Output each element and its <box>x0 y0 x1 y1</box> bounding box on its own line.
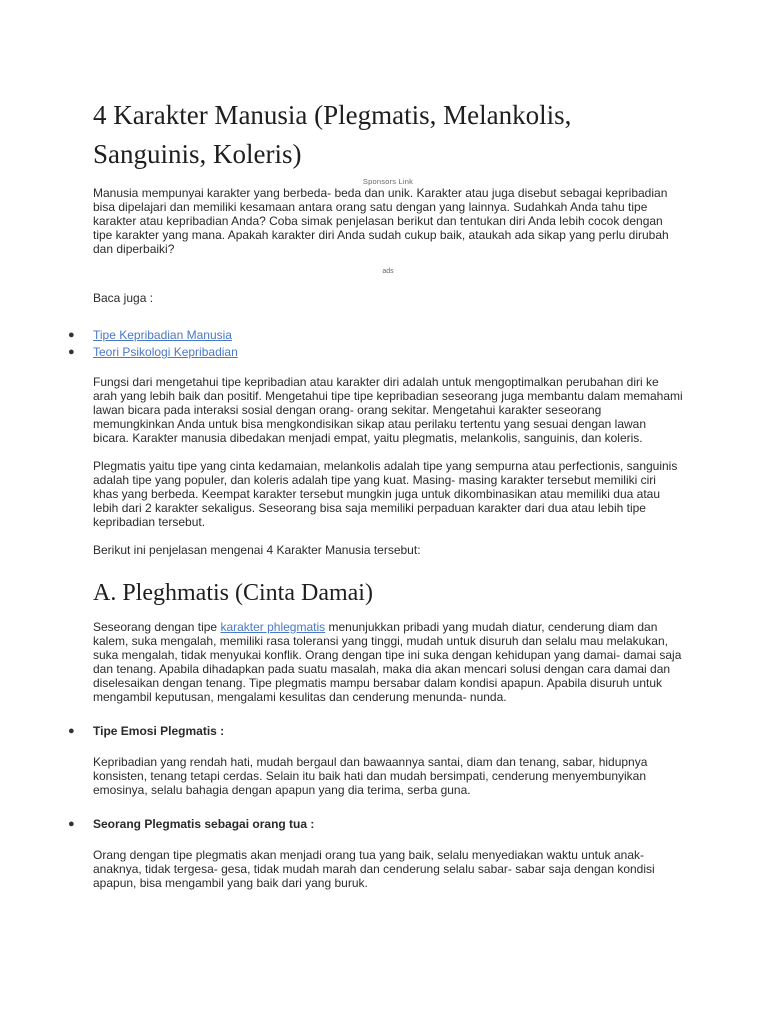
baca-juga-label: Baca juga : <box>93 291 154 305</box>
section-heading-pleghmatis: A. Pleghmatis (Cinta Damai) <box>93 580 373 606</box>
paragraph-text-before-link: Seseorang dengan tipe <box>93 620 221 634</box>
bullet-icon: ● <box>68 818 75 830</box>
bullet-icon: ● <box>68 346 75 358</box>
ads-label: ads <box>382 268 394 275</box>
bullet-icon: ● <box>68 725 75 737</box>
subheading-orang-tua <box>68 817 683 831</box>
article-title: 4 Karakter Manusia (Plegmatis, Melankolis, Sanguinis, Koleris) <box>93 100 572 169</box>
paragraph-orang-tua: Orang dengan tipe plegmatis akan menjadi orang tua yang baik, selalu menyediakan waktu untuk anak- anaknya, tidak tergesa- gesa, tidak mudah marah dan cenderung selalu sabar- sabar saja dengan kondisi apapun, bisa mengambil yang baik dari yang buruk. <box>93 848 655 890</box>
paragraph-fungsi: Fungsi dari mengetahui tipe kepribadian atau karakter diri adalah untuk mengoptimalkan perubahan diri ke arah yang lebih baik dan positif. Mengetahui tipe tipe kepribadian seseorang juga membantu dalam memahami lawan bicara pada interaksi sosial dengan orang- orang sekitar. Mengetahui karakter seseorang memungkinkan Anda untuk bisa mengkondisikan sikap atau perilaku tertentu yang sesuai dengan lawan bicara. Karakter manusia dibedakan menjadi empat, yaitu plegmatis, melankolis, sanguinis, dan koleris. <box>93 375 683 445</box>
link-teori-psikologi-kepribadian[interactable]: Teori Psikologi Kepribadian <box>93 345 238 359</box>
paragraph-text-after-link: menunjukkan pribadi yang mudah diatur, cenderung diam dan kalem, suka mengalah, memiliki rasa toleransi yang tinggi, mudah untuk disuruh dan selalu mau melakukan, suka mengalah, tidak menyukai konflik. Orang dengan tipe ini suka dengan kehidupan yang damai- damai saja dan tenang. Apabila dihadapkan pada suatu masalah, maka dia akan mencari solusi dengan cara damai dan diselesaikan dengan tenang. Tipe plegmatis mampu bersabar dalam kondisi apapun. Apabila disuruh untuk mengambil keputusan, mengalami kesulitas dan cenderung menunda- nunda. <box>93 620 682 704</box>
related-links-list <box>68 327 683 361</box>
article-body <box>68 96 683 890</box>
subheading-tipe-emosi <box>68 724 683 738</box>
paragraph-berikut: Berikut ini penjelasan mengenai 4 Karakter Manusia tersebut: <box>93 543 421 557</box>
link-karakter-phlegmatis[interactable]: karakter phlegmatis <box>220 620 326 634</box>
bullet-icon: ● <box>68 329 75 341</box>
link-tipe-kepribadian-manusia[interactable]: Tipe Kepribadian Manusia <box>93 328 232 342</box>
list-item <box>68 327 683 344</box>
list-item <box>68 344 683 361</box>
paragraph-pleghmatis <box>93 620 683 704</box>
intro-paragraph: Manusia mempunyai karakter yang berbeda- beda dan unik. Karakter atau juga disebut sebagai kepribadian bisa dipelajari dan memiliki kesamaan antara orang satu dengan yang lainnya. Sudahkah Anda tahu tipe karakter atau kepribadian Anda? Coba simak penjelasan berikut dan tentukan diri Anda lebih cocok dengan tipe karakter yang mana. Apakah karakter diri Anda sudah cukup baik, ataukah ada sikap yang perlu dirubah dan diperbaiki? <box>93 186 669 256</box>
paragraph-plegmatis-overview: Plegmatis yaitu tipe yang cinta kedamaian, melankolis adalah tipe yang sempurna atau perfectionis, sanguinis adalah tipe yang populer, dan koleris adalah tipe yang kuat. Masing- masing karakter tersebut memiliki ciri khas yang berbeda. Keempat karakter tersebut mungkin juga untuk dikombinasikan atau memiliki dua atau lebih dari 2 karakter sekaligus. Seseorang bisa saja memiliki perpaduan karakter dari dua atau lebih tipe kepribadian tersebut. <box>93 459 678 529</box>
sponsors-link-label: Sponsors Link <box>362 177 414 186</box>
subheading-text: Seorang Plegmatis sebagai orang tua : <box>93 817 315 831</box>
subheading-text: Tipe Emosi Plegmatis : <box>93 724 225 738</box>
paragraph-tipe-emosi: Kepribadian yang rendah hati, mudah bergaul dan bawaannya santai, diam dan tenang, sabar, hidupnya konsisten, tenang tetapi cerdas. Selain itu baik hati dan mudah bersimpati, cenderung menyembunyikan emosinya, selalu bahagia dengan apapun yang dia terima, serba guna. <box>93 755 648 797</box>
